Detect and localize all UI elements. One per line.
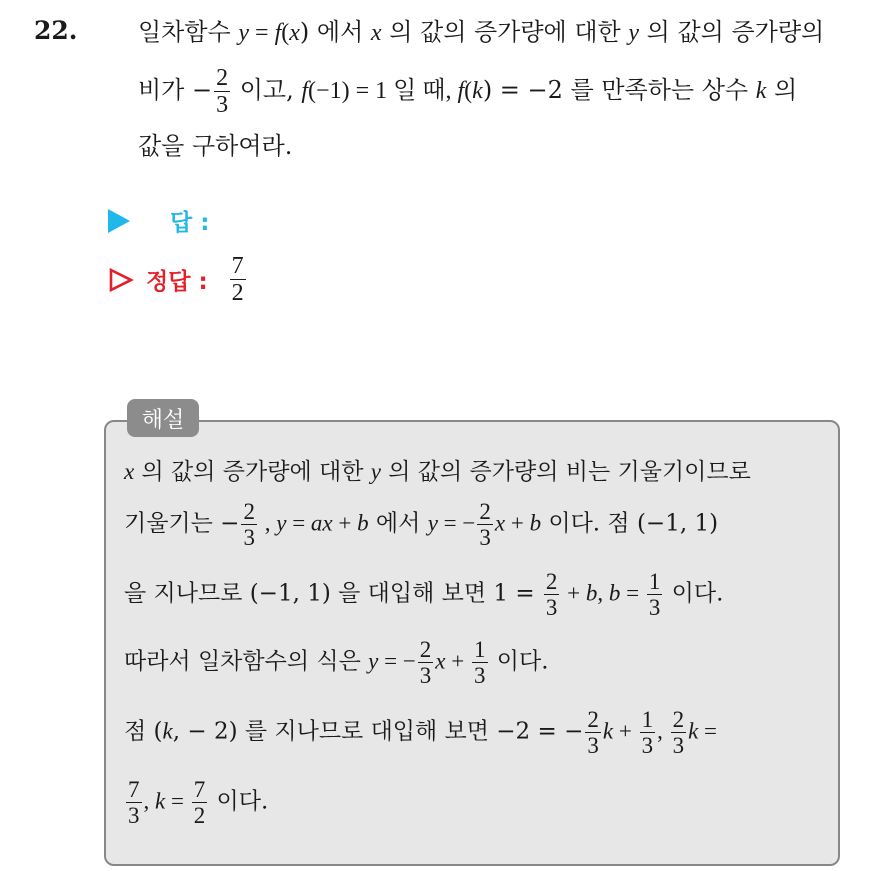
math-var: x	[494, 510, 506, 536]
fraction-denominator: 3	[243, 525, 255, 550]
fraction-numerator: 2	[216, 65, 229, 91]
text: 일차함수	[138, 18, 239, 46]
math-var: x	[370, 20, 382, 46]
problem-line-1	[138, 20, 824, 45]
text: 의 값의 증가량에 대한	[381, 18, 629, 46]
math-var: f	[274, 20, 282, 46]
fraction	[214, 66, 230, 117]
correct-answer-row	[108, 254, 248, 305]
text: 의 값의 증가량의	[639, 18, 825, 46]
fraction-numerator: 2	[587, 707, 599, 732]
text: 의	[766, 76, 798, 104]
answer-label: 답 :	[170, 210, 210, 236]
fraction-denominator: 3	[128, 803, 140, 828]
text: =	[620, 580, 645, 606]
math-var: x	[289, 20, 300, 46]
text: +	[505, 510, 530, 536]
fraction-denominator: 3	[648, 595, 661, 620]
text: 을 지나므로 (−1, 1) 을 대입해 보면 1 =	[124, 580, 542, 607]
math-var: k	[755, 78, 767, 104]
fraction-denominator: 2	[231, 280, 244, 306]
fraction-numerator: 7	[231, 253, 244, 279]
math-var: b	[608, 580, 621, 606]
fraction	[544, 570, 560, 619]
text: (	[281, 20, 290, 46]
text: 이다.	[664, 580, 724, 607]
text: (−1) = 1 일 때,	[308, 78, 458, 104]
fraction-denominator: 3	[474, 663, 486, 688]
fraction	[640, 708, 656, 757]
fraction-numerator: 2	[479, 499, 491, 524]
math-var: k	[155, 788, 166, 814]
text: 의 값의 증가량에 대한	[134, 459, 371, 485]
solution-line-1	[124, 460, 751, 484]
text: 이다. 점 (−1, 1)	[541, 510, 719, 537]
text: 에서	[368, 510, 428, 537]
text: 점 (	[124, 718, 163, 745]
math-var: y	[276, 510, 287, 536]
text: ) 에서	[299, 18, 371, 46]
text: +	[613, 718, 638, 744]
fraction-numerator: 2	[243, 499, 255, 524]
fraction-denominator: 3	[641, 733, 654, 758]
text: 따라서 일차함수의 식은	[124, 648, 369, 675]
correct-answer-label: 정답 :	[146, 269, 208, 295]
math-var: x	[435, 648, 446, 674]
problem-number: 22.	[34, 16, 78, 45]
math-var: f	[301, 78, 309, 104]
correct-answer-value	[230, 254, 246, 305]
fraction-numerator: 2	[545, 569, 558, 594]
math-var: k	[688, 718, 699, 744]
solution-line-2	[124, 500, 718, 549]
outline-triangle-icon	[108, 267, 134, 293]
math-var: y	[370, 459, 381, 484]
math-var: x	[124, 459, 135, 484]
fraction-denominator: 3	[216, 92, 229, 118]
text: 의 값의 증가량의 비는 기울기이므로	[380, 459, 751, 485]
play-triangle-icon	[108, 209, 130, 233]
fraction-denominator: 3	[587, 733, 599, 758]
fraction	[472, 638, 488, 687]
text: +	[445, 648, 470, 674]
text: +	[561, 580, 586, 606]
problem-line-3: 값을 구하여라.	[138, 132, 293, 160]
fraction-denominator: 3	[545, 595, 558, 620]
math-var: b	[529, 510, 542, 536]
math-var: b	[585, 580, 598, 606]
fraction	[585, 708, 601, 757]
solution-line-6	[124, 778, 268, 827]
fraction-denominator: 3	[672, 733, 685, 758]
math-var: y	[368, 648, 379, 674]
fraction-denominator: 3	[479, 525, 491, 550]
fraction	[241, 500, 257, 549]
fraction-denominator: 2	[193, 803, 206, 828]
solution-line-5	[124, 708, 717, 757]
fraction	[477, 500, 493, 549]
fraction	[418, 638, 434, 687]
fraction-numerator: 1	[648, 569, 661, 594]
fraction	[192, 778, 208, 827]
text: +	[332, 510, 358, 536]
text: =	[286, 510, 311, 536]
math-var: b	[357, 510, 369, 536]
fraction	[647, 570, 663, 619]
fraction-numerator: 2	[672, 707, 685, 732]
answer-row	[108, 204, 209, 237]
text: =	[698, 718, 718, 744]
solution-tag: 해설	[127, 399, 199, 437]
text: ,	[597, 580, 609, 606]
math-var: k	[162, 718, 173, 744]
text: ,	[657, 718, 669, 744]
text: =	[165, 788, 190, 814]
math-var: y	[628, 20, 640, 46]
text: ,	[143, 788, 155, 814]
text: , − 2) 를 지나므로 대입해 보면 −2 = −	[172, 718, 584, 745]
fraction-numerator: 7	[128, 777, 140, 802]
text: ) = −2 를 만족하는 상수	[482, 76, 756, 104]
text: 이다.	[489, 648, 549, 675]
text: = −	[378, 648, 416, 674]
text: 이다.	[209, 788, 269, 815]
text: 비가 −	[138, 76, 213, 104]
fraction-numerator: 2	[419, 637, 432, 662]
text: = −	[437, 510, 476, 536]
math-var: y	[238, 20, 250, 46]
fraction-denominator: 3	[419, 663, 432, 688]
math-var: k	[602, 718, 614, 744]
fraction-numerator: 1	[641, 707, 654, 732]
math-var: y	[427, 510, 438, 536]
math-var: ax	[310, 510, 333, 536]
math-var: f	[457, 78, 465, 104]
math-var: k	[472, 78, 483, 104]
fraction	[671, 708, 687, 757]
solution-line-3	[124, 570, 723, 619]
text: (	[464, 78, 473, 104]
fraction	[126, 778, 142, 827]
text: ,	[258, 510, 277, 536]
text: =	[249, 20, 275, 46]
fraction-numerator: 1	[474, 637, 486, 662]
fraction-numerator: 7	[193, 777, 206, 802]
solution-line-4	[124, 638, 549, 687]
text: 이고,	[232, 76, 302, 104]
problem-line-2	[138, 66, 797, 117]
text: 기울기는 −	[124, 510, 240, 537]
